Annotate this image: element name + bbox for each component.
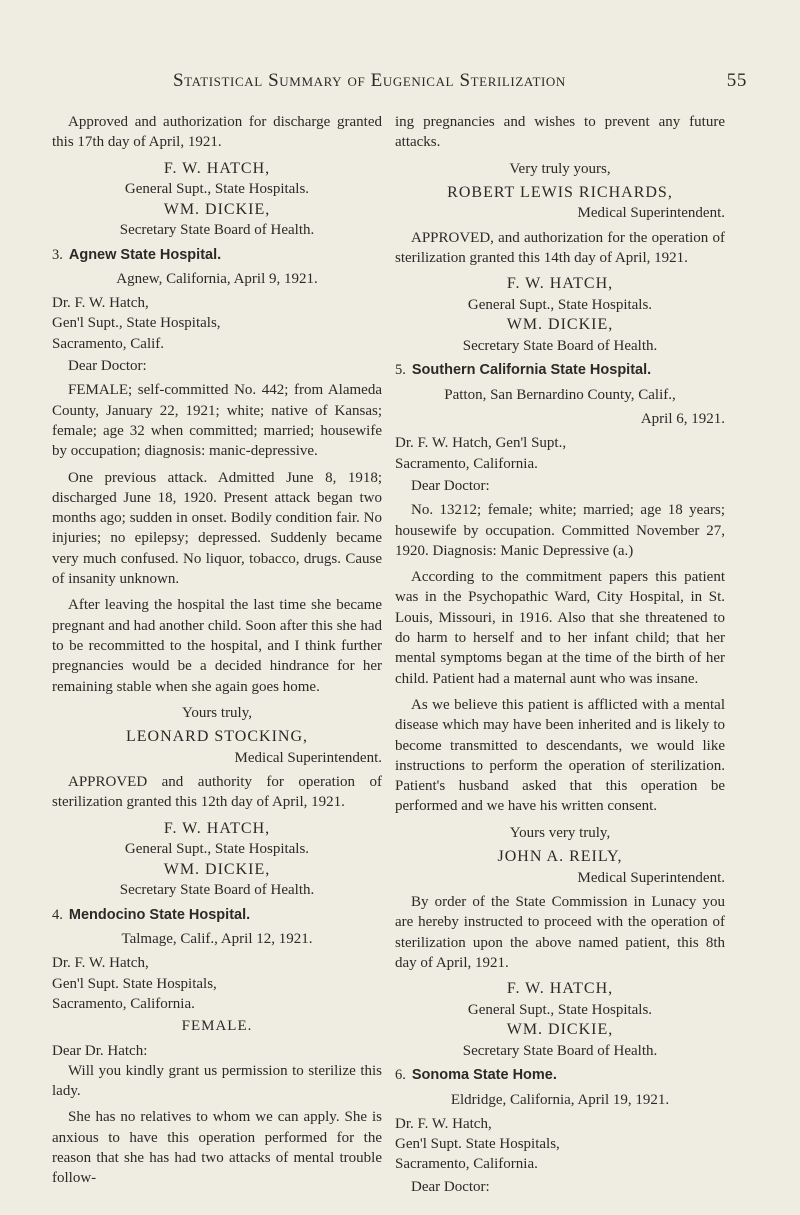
address-line: Dr. F. W. Hatch, [52, 955, 149, 972]
signature-name: WM. DICKIE, [163, 200, 271, 218]
signature-block [52, 159, 382, 241]
signature-title: Medical Superintendent. [234, 749, 382, 766]
signature-block [52, 819, 382, 901]
body-paragraph: One previous attack. Admitted June 8, 1918; discharged June 18, 1920. Present attack began two months ago; sudden in onset. Bodily condition fair. No injuries; no epilepsy; depressed. Suddenly became very much confused. No liquor, tobacco, drugs. Cause of insanity unknown. [52, 469, 382, 588]
signature-name: WM. DICKIE, [506, 1021, 614, 1039]
address-line: Sacramento, California. [395, 455, 538, 472]
signature-name: F. W. HATCH, [163, 159, 271, 177]
address-line: Gen'l Supt. State Hospitals, [52, 975, 217, 992]
approval-paragraph: APPROVED, and authorization for the operation of sterilization granted this 14th day of April, 1921. [395, 229, 725, 267]
order-paragraph: By order of the State Commission in Lunacy you are hereby instructed to proceed with the operation of sterilization upon the above named patient, this 8th day of April, 1921. [395, 894, 725, 971]
salutation: Dear Dr. Hatch: [52, 1042, 148, 1059]
running-title: Statistical Summary of Eugenical Sterilization [173, 70, 566, 91]
signature-title: General Supt., State Hospitals. [124, 841, 310, 858]
body-paragraph: Will you kindly grant us permission to sterilize this lady. [52, 1062, 382, 1100]
address-line: Sacramento, California. [395, 1156, 538, 1173]
signature-title: General Supt., State Hospitals. [467, 1001, 653, 1018]
signature-name: F. W. HATCH, [506, 980, 614, 998]
signature-block [395, 979, 725, 1061]
salutation: Dear Doctor: [411, 477, 490, 494]
patient-sex-label: FEMALE. [181, 1018, 253, 1035]
address-line: Dr. F. W. Hatch, [395, 1115, 492, 1132]
address-line: Dr. F. W. Hatch, [52, 295, 149, 312]
signature-block [395, 847, 725, 888]
closing: Very truly yours, [509, 160, 611, 177]
body-paragraph: According to the commitment papers this patient was in the Psychopathic Ward, City Hospital, in St. Louis, Missouri, in 1916. Also that she threatened to do harm to herself and to her infant child; that her mental symptoms began at the time of the birth of her child. Patient had a maternal aunt who was insane. [395, 569, 725, 687]
left-column [52, 112, 382, 1195]
page-number: 55 [726, 70, 747, 91]
signature-title: General Supt., State Hospitals. [467, 296, 653, 313]
signature-title: Medical Superintendent. [577, 205, 725, 222]
approval-paragraph: APPROVED and authority for operation of sterilization granted this 12th day of April, 1921. [52, 774, 382, 811]
signature-name: ROBERT LEWIS RICHARDS, [447, 183, 673, 201]
signature-name: LEONARD STOCKING, [125, 728, 309, 746]
signature-title: Secretary State Board of Health. [462, 337, 658, 354]
address-line: Dr. F. W. Hatch, Gen'l Supt., [395, 435, 567, 452]
right-column [395, 112, 725, 1201]
letter-dateline: Talmage, Calif., April 12, 1921. [121, 931, 313, 948]
section-heading-southern-california: 5. Southern California State Hospital. [395, 362, 652, 379]
approval-paragraph: Approved and authorization for discharge granted this 17th day of April, 1921. [52, 114, 382, 151]
signature-title: Secretary State Board of Health. [119, 222, 315, 239]
section-heading-mendocino: 4. Mendocino State Hospital. [52, 906, 251, 923]
letter-dateline: Agnew, California, April 9, 1921. [116, 270, 318, 287]
letter-dateline: April 6, 1921. [640, 411, 725, 428]
closing: Yours very truly, [509, 824, 611, 841]
signature-name: WM. DICKIE, [163, 860, 271, 878]
signature-title: General Supt., State Hospitals. [124, 181, 310, 198]
letter-dateline: Patton, San Bernardino County, Calif., [444, 386, 676, 403]
salutation: Dear Doctor: [411, 1178, 490, 1195]
signature-title: Secretary State Board of Health. [462, 1042, 658, 1059]
signature-name: F. W. HATCH, [506, 275, 614, 293]
body-paragraph: No. 13212; female; white; married; age 18 years; housewife by occupation. Committed November 27, 1920. Diagnosis: Manic Depressive (a.) [395, 502, 725, 559]
signature-title: Secretary State Board of Health. [119, 882, 315, 899]
signature-block [395, 183, 725, 224]
body-paragraph: She has no relatives to whom we can apply. She is anxious to have this operation performed for the reason that she has had two attacks of mental trouble follow- [52, 1109, 382, 1187]
section-heading-sonoma: 6. Sonoma State Home. [395, 1067, 557, 1084]
address-line: Sacramento, Calif. [52, 335, 165, 352]
letter-dateline: Eldridge, California, April 19, 1921. [450, 1091, 670, 1108]
signature-name: JOHN A. REILY, [497, 848, 623, 866]
address-line: Sacramento, California. [52, 995, 195, 1012]
body-paragraph: As we believe this patient is afflicted with a mental disease which may have been inherited and is likely to become transmitted to descendants, we would like instructions to perform the operation of sterilization. Patient's husband asked that this operation be performed and we have his written consent. [395, 696, 725, 815]
address-line: Gen'l Supt., State Hospitals, [52, 315, 221, 332]
closing: Yours truly, [181, 704, 253, 721]
signature-block [395, 274, 725, 356]
salutation: Dear Doctor: [68, 358, 147, 375]
signature-name: WM. DICKIE, [506, 316, 614, 334]
body-paragraph: FEMALE; self-committed No. 442; from Alameda County, January 22, 1921; white; native of Kansas; female; age 32 when committed; married; housewife by occupation; diagnosis: manic-depressive. [52, 382, 382, 460]
signature-name: F. W. HATCH, [163, 819, 271, 837]
address-line: Gen'l Supt. State Hospitals, [395, 1136, 560, 1153]
body-paragraph: ing pregnancies and wishes to prevent any future attacks. [395, 114, 725, 151]
section-heading-agnew: 3. Agnew State Hospital. [52, 246, 222, 263]
body-paragraph: After leaving the hospital the last time she became pregnant and had another child. Soon after this she had to be recommitted to the hospital, and I think further pregnancies would be a decided hindrance for her remaining stable when she again goes home. [52, 597, 382, 695]
signature-title: Medical Superintendent. [577, 869, 725, 886]
signature-block [52, 727, 382, 768]
